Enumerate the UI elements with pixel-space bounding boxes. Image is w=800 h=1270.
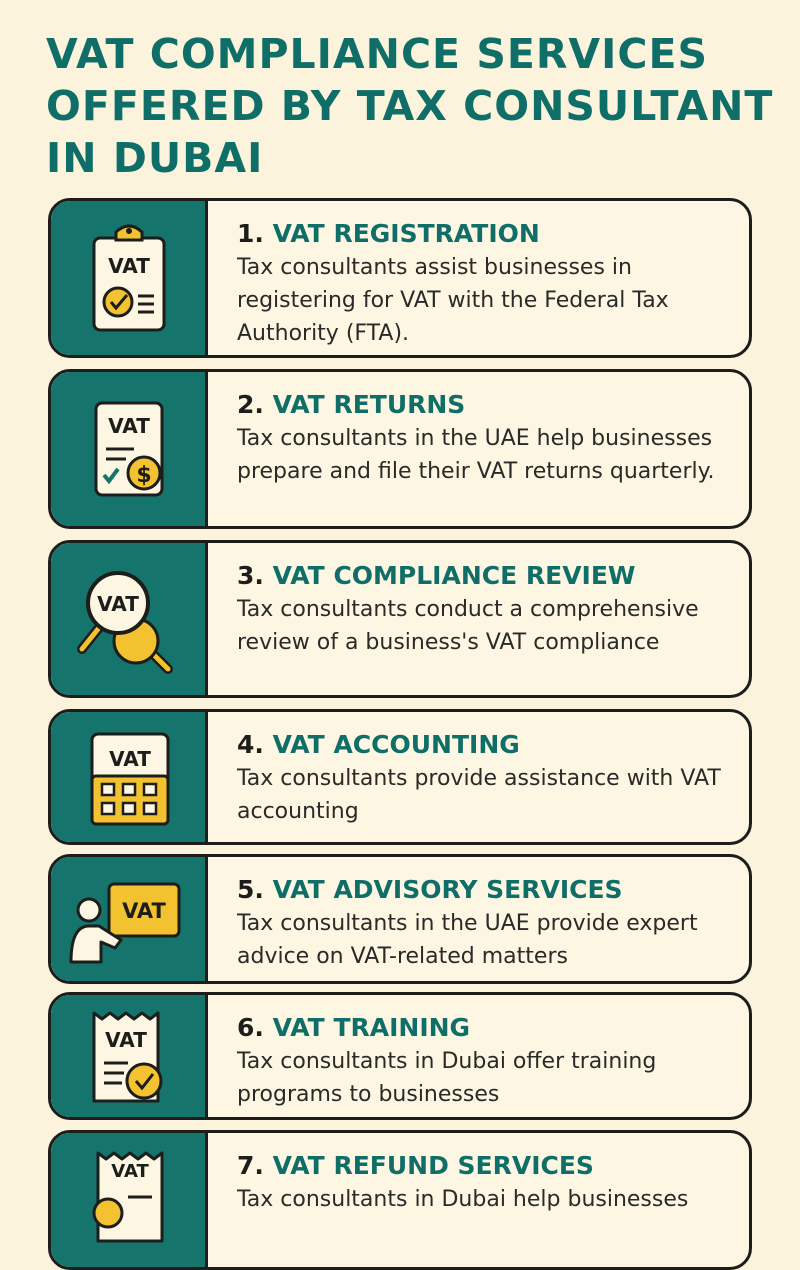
- service-name: VAT ACCOUNTING: [272, 730, 520, 759]
- icon-label: VAT: [105, 1028, 147, 1052]
- service-title: [237, 873, 735, 907]
- service-card-advisory: [48, 854, 752, 984]
- service-number: 2.: [237, 390, 264, 419]
- receipt-refund-icon: [78, 1141, 178, 1251]
- calculator-icon: [78, 722, 178, 832]
- service-card-compliance-review: [48, 540, 752, 698]
- service-description: Tax consultants in the UAE provide expert advice on VAT-related matters: [237, 911, 698, 969]
- service-description: Tax consultants in the UAE help businesses prepare and file their VAT returns quarterly.: [237, 426, 715, 484]
- icon-panel: [51, 372, 208, 526]
- service-description: Tax consultants conduct a comprehensive review of a business's VAT compliance: [237, 597, 699, 655]
- service-number: 7.: [237, 1151, 264, 1180]
- service-title: [237, 559, 735, 593]
- service-title: [237, 728, 735, 762]
- service-name: VAT ADVISORY SERVICES: [272, 875, 623, 904]
- service-name: VAT REFUND SERVICES: [272, 1151, 594, 1180]
- svg-text:$: $: [136, 463, 152, 488]
- icon-label: VAT: [111, 1161, 149, 1182]
- document-dollar-icon: [78, 389, 178, 509]
- service-card-accounting: [48, 709, 752, 845]
- clipboard-check-icon: [78, 218, 178, 338]
- service-name: VAT COMPLIANCE REVIEW: [272, 561, 636, 590]
- service-number: 6.: [237, 1013, 264, 1042]
- service-card-training: [48, 992, 752, 1120]
- icon-panel: [51, 995, 208, 1117]
- service-number: 4.: [237, 730, 264, 759]
- icon-panel: [51, 201, 208, 355]
- service-card-returns: [48, 369, 752, 529]
- service-title: [237, 388, 735, 422]
- service-number: 1.: [237, 219, 264, 248]
- icon-label: VAT: [108, 254, 150, 278]
- icon-label: VAT: [97, 592, 139, 616]
- icon-label: VAT: [122, 899, 166, 923]
- service-name: VAT REGISTRATION: [272, 219, 540, 248]
- service-description: Tax consultants in Dubai help businesses: [237, 1187, 689, 1212]
- service-title: [237, 1149, 735, 1183]
- page-title: VAT COMPLIANCE SERVICES OFFERED BY TAX CONSULTANT IN DUBAI: [46, 30, 774, 182]
- icon-panel: [51, 1133, 208, 1267]
- service-title: [237, 1011, 735, 1045]
- service-description: Tax consultants in Dubai offer training programs to businesses: [237, 1049, 657, 1107]
- service-card-refund: [48, 1130, 752, 1270]
- service-name: VAT TRAINING: [272, 1013, 471, 1042]
- presenter-board-icon: [63, 864, 193, 974]
- service-description: Tax consultants provide assistance with VAT accounting: [237, 766, 721, 824]
- receipt-check-icon: [78, 1001, 178, 1111]
- service-card-registration: [48, 198, 752, 358]
- service-title: [237, 217, 735, 251]
- service-description: Tax consultants assist businesses in registering for VAT with the Federal Tax Authority (FTA).: [237, 255, 669, 346]
- service-name: VAT RETURNS: [272, 390, 466, 419]
- service-number: 5.: [237, 875, 264, 904]
- magnifier-icon: [68, 559, 188, 679]
- icon-label: VAT: [109, 747, 151, 771]
- icon-panel: [51, 857, 208, 981]
- icon-label: VAT: [108, 414, 150, 438]
- service-number: 3.: [237, 561, 264, 590]
- icon-panel: [51, 543, 208, 695]
- icon-panel: [51, 712, 208, 842]
